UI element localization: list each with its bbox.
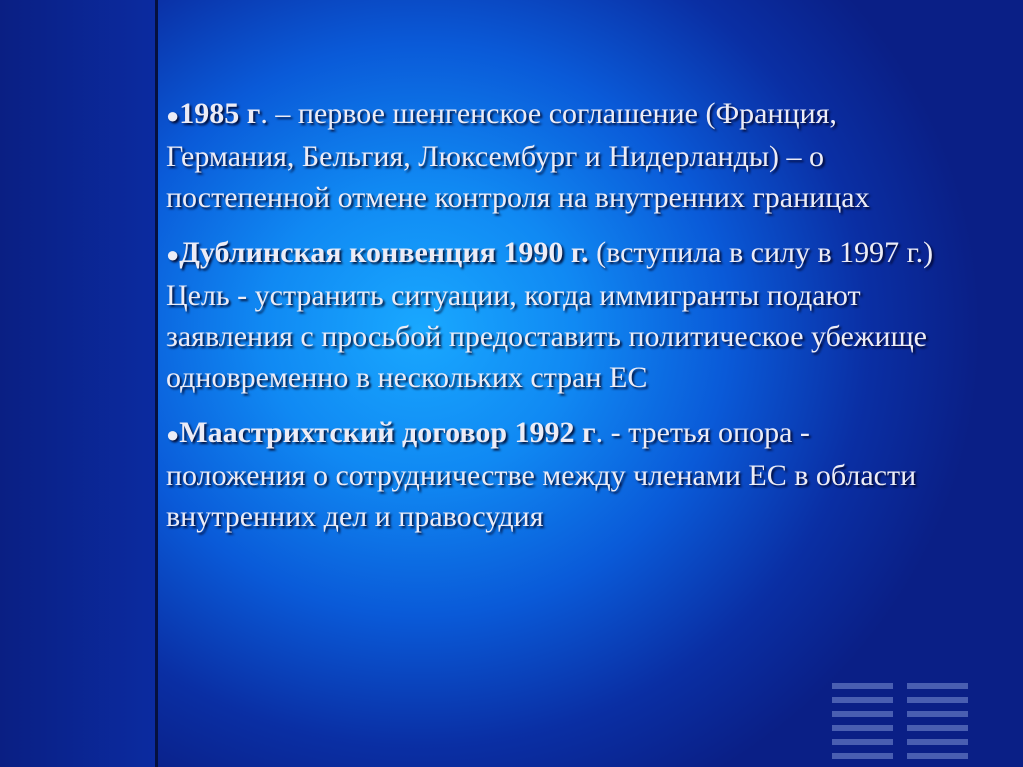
bullet-text: . – первое шенгенское соглашение (Франция, Германия, Бельгия, Люксембург и Нидерланды) – о постепенной отмене контроля на внутренних границах [166, 97, 870, 214]
bullet-bold-text: Дублинская конвенция 1990 г. [179, 236, 589, 269]
left-panel [0, 0, 156, 767]
left-divider-line [155, 0, 158, 767]
bullet-dot-icon: ● [166, 103, 180, 128]
decorative-lines-right [907, 683, 968, 767]
bullet-item [166, 232, 956, 398]
bullet-dot-icon: ● [166, 422, 180, 447]
bullet-bold-text: 1985 г [179, 97, 261, 130]
bullet-item [166, 412, 956, 537]
bullet-bold-text: Маастрихтский договор 1992 г [179, 416, 596, 449]
decorative-lines-left [832, 683, 893, 767]
bullet-item [166, 93, 956, 218]
bullet-text: . - третья опора - положения о сотрудничестве между членами ЕС в области внутренних дел и правосудия [166, 416, 917, 533]
bullet-text: (вступила в силу в 1997 г.) Цель - устранить ситуации, когда иммигранты подают заявления с просьбой предоставить политическое убежище одновременно в нескольких стран ЕС [166, 236, 934, 394]
bullet-dot-icon: ● [166, 242, 180, 267]
slide-content [166, 93, 956, 551]
